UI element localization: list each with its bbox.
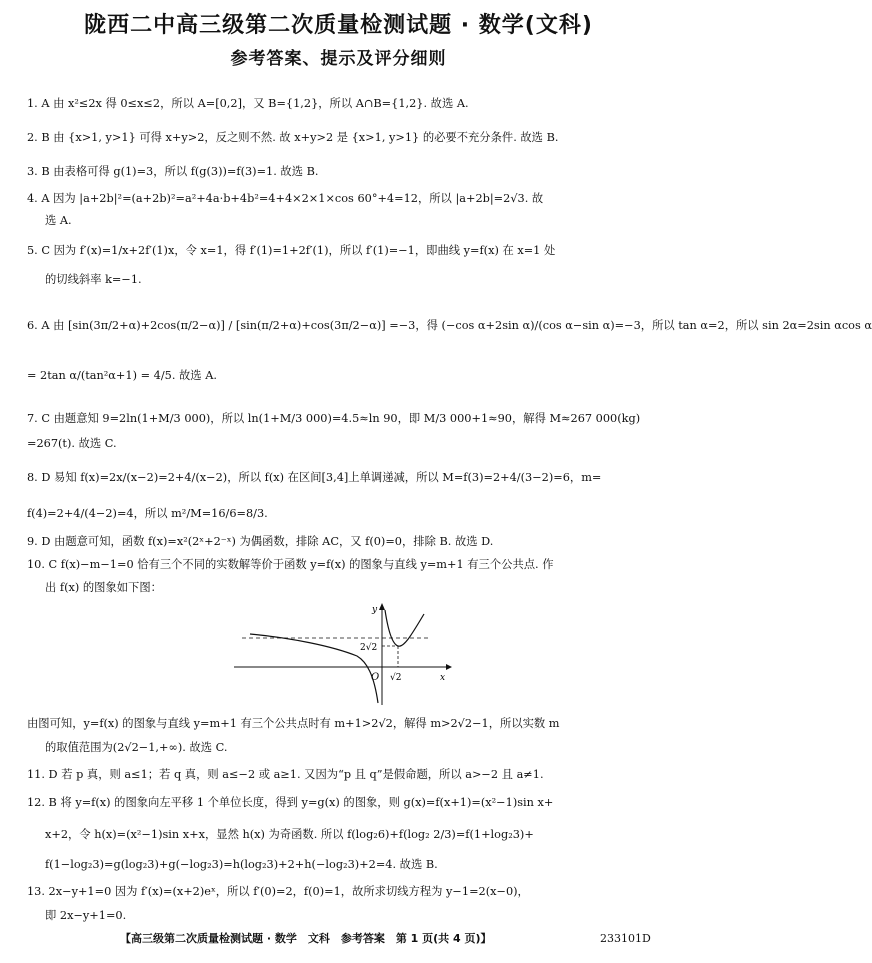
answer-line: 11. D 若 p 真，则 a≤1；若 q 真，则 a≤−2 或 a≥1. 又因为“p 且 q”是假命题，所以 a>−2 且 a≠1. (27, 768, 544, 781)
curve-left-branch (250, 634, 378, 703)
answer-line: 7. C 由题意知 9=2ln(1+M/3 000)，所以 ln(1+M/3 000)=4.5≈ln 90，即 M/3 000+1≈90，解得 M≈267 000(kg) (27, 412, 641, 425)
footer-code: 233101D (600, 932, 651, 945)
y-axis-label: y (372, 605, 378, 615)
answer-line: 1. A 由 x²≤2x 得 0≤x≤2，所以 A=[0,2]，又 B={1,2}，所以 A∩B={1,2}. 故选 A. (27, 97, 469, 110)
x-tick-label: √2 (390, 673, 402, 683)
answer-line: 13. 2x−y+1=0 因为 f′(x)=(x+2)eˣ，所以 f′(0)=2，f(0)=1，故所求切线方程为 y−1=2(x−0)， (27, 885, 529, 898)
x-axis-label: x (440, 673, 446, 683)
answer-line: 的切线斜率 k=−1. (45, 273, 142, 286)
page-subtitle: 参考答案、提示及评分细则 (230, 49, 447, 69)
function-graph (232, 600, 454, 710)
answer-line: 6. A 由 [sin(3π/2+α)+2cos(π/2−α)] / [sin(π/2+α)+cos(3π/2−α)] =−3，得 (−cos α+2sin α)/(cos α−sin α)=−3，所以 tan α=2，所以 sin 2α=2sin αcos α (27, 319, 872, 332)
answer-line: 9. D 由题意可知，函数 f(x)=x²(2ˣ+2⁻ˣ) 为偶函数，排除 AC，又 f(0)=0，排除 B. 故选 D. (27, 535, 494, 548)
answer-line: f(4)=2+4/(4−2)=4，所以 m²/M=16/6=8/3. (27, 507, 268, 520)
answer-line: 2. B 由 {x>1, y>1} 可得 x+y>2，反之则不然. 故 x+y>2 是 {x>1, y>1} 的必要不充分条件. 故选 B. (27, 131, 559, 144)
answer-line: = 2tan α/(tan²α+1) = 4/5. 故选 A. (27, 369, 217, 382)
footer-info: 【高三级第二次质量检测试题 · 数学 文科 参考答案 第 1 页(共 4 页)】 (120, 932, 492, 945)
curve-right-branch (385, 610, 424, 646)
answer-line: 12. B 将 y=f(x) 的图象向左平移 1 个单位长度，得到 y=g(x) 的图象，则 g(x)=f(x+1)=(x²−1)sin x+ (27, 796, 554, 809)
answer-line: f(1−log₂3)=g(log₂3)+g(−log₂3)=h(log₂3)+2+h(−log₂3)+2=4. 故选 B. (45, 858, 438, 871)
answer-line: 5. C 因为 f′(x)=1/x+2f′(1)x，令 x=1，得 f′(1)=1+2f′(1)，所以 f′(1)=−1，即曲线 y=f(x) 在 x=1 处 (27, 244, 556, 257)
x-axis-arrow (446, 664, 452, 670)
origin-label: O (371, 672, 380, 683)
answer-line: 由图可知，y=f(x) 的图象与直线 y=m+1 有三个公共点时有 m+1>2√2，解得 m>2√2−1，所以实数 m (27, 717, 560, 730)
answer-line: 10. C f(x)−m−1=0 恰有三个不同的实数解等价于函数 y=f(x) 的图象与直线 y=m+1 有三个公共点. 作 (27, 558, 554, 571)
y-axis-arrow (379, 603, 385, 610)
answer-line: x+2，令 h(x)=(x²−1)sin x+x，显然 h(x) 为奇函数. 所以 f(log₂6)+f(log₂ 2/3)=f(1+log₂3)+ (45, 828, 534, 841)
answer-line: 3. B 由表格可得 g(1)=3，所以 f(g(3))=f(3)=1. 故选 B. (27, 165, 319, 178)
y-tick-label: 2√2 (360, 643, 378, 653)
answer-line: 出 f(x) 的图象如下图： (45, 581, 162, 594)
answer-line: 选 A. (45, 214, 72, 227)
answer-line: 4. A 因为 |a+2b|²=(a+2b)²=a²+4a·b+4b²=4+4×2×1×cos 60°+4=12，所以 |a+2b|=2√3. 故 (27, 192, 544, 205)
answer-line: 的取值范围为(2√2−1,+∞). 故选 C. (45, 741, 228, 754)
page-title: 陇西二中高三级第二次质量检测试题 · 数学(文科) (84, 13, 593, 38)
answer-line: 即 2x−y+1=0. (45, 909, 127, 922)
answer-line: 8. D 易知 f(x)=2x/(x−2)=2+4/(x−2)，所以 f(x) 在区间[3,4]上单调递减，所以 M=f(3)=2+4/(3−2)=6，m= (27, 471, 602, 484)
answer-line: =267(t). 故选 C. (27, 437, 117, 450)
